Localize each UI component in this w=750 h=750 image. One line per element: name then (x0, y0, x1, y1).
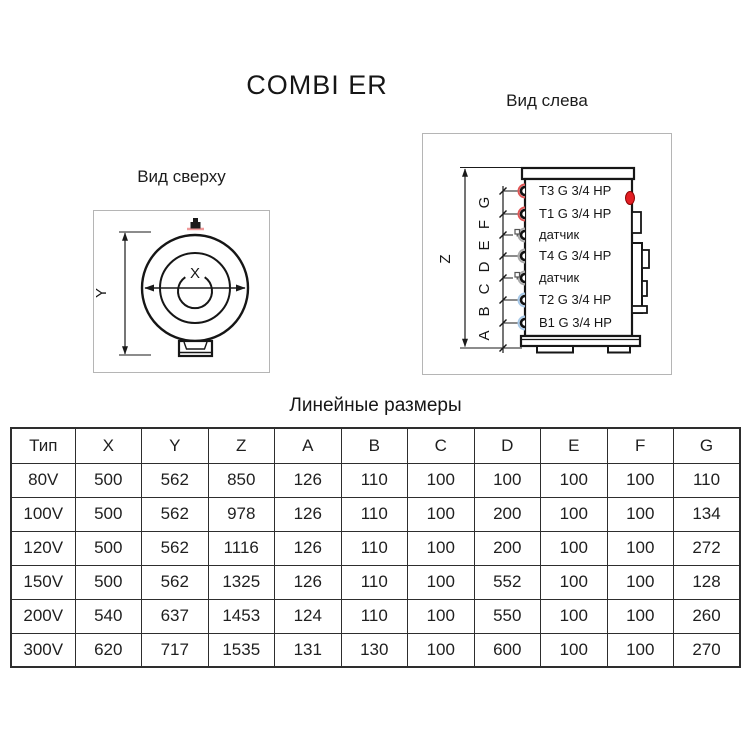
table-cell: 126 (275, 565, 342, 599)
right-bracket-tab-upper (642, 250, 649, 268)
table-cell: 100V (11, 497, 75, 531)
left-view-label: Вид слева (506, 91, 588, 110)
port-label-sensor2: датчик (539, 270, 580, 285)
port-b1 (521, 319, 525, 327)
tank-bottom-cap (521, 336, 640, 346)
table-cell: 637 (142, 599, 209, 633)
port-t4 (521, 252, 525, 260)
right-tab (632, 212, 641, 233)
table-cell: 562 (142, 531, 209, 565)
table-cell: 850 (208, 463, 275, 497)
table-cell: 600 (474, 633, 541, 667)
port-label-t3: T3 G 3/4 HP (539, 183, 612, 198)
table-cell: 150V (11, 565, 75, 599)
port-sensor2 (521, 274, 525, 282)
table-header-cell: Z (208, 428, 275, 463)
table-cell: 1116 (208, 531, 275, 565)
top-view-label: Вид сверху (137, 167, 226, 186)
z-dim-label: Z (437, 254, 454, 264)
table-cell: 100 (541, 633, 608, 667)
abc-dim-letters (476, 197, 493, 341)
table-cell: 562 (142, 565, 209, 599)
table-row (11, 633, 740, 667)
table-cell: 540 (75, 599, 142, 633)
dimensions-table (10, 427, 741, 668)
table-cell: 500 (75, 565, 142, 599)
top-view-drawing (93, 210, 270, 373)
port-t1 (521, 210, 525, 218)
dim-letter-b: B (476, 306, 493, 317)
port-label-b1: B1 G 3/4 HP (539, 315, 612, 330)
table-cell: 128 (674, 565, 741, 599)
table-cell: 100 (408, 565, 475, 599)
table-cell: 126 (275, 531, 342, 565)
table-header-cell: B (341, 428, 408, 463)
sensor1-icon (515, 230, 520, 235)
table-cell: 100 (541, 463, 608, 497)
left-view-drawing (422, 133, 672, 375)
table-cell: 100 (607, 565, 674, 599)
table-cell: 100 (541, 565, 608, 599)
table-cell: 562 (142, 463, 209, 497)
table-cell: 100 (607, 633, 674, 667)
table-header-cell: X (75, 428, 142, 463)
table-cell: 100 (541, 497, 608, 531)
dim-letter-a: A (476, 330, 493, 341)
dim-letter-g: G (476, 196, 493, 209)
table-cell: 100 (474, 463, 541, 497)
table-cell: 100 (408, 633, 475, 667)
table-cell: 126 (275, 497, 342, 531)
table-cell: 100 (607, 463, 674, 497)
table-row (11, 531, 740, 565)
table-cell: 100 (408, 463, 475, 497)
dim-letter-d: D (476, 261, 493, 273)
table-cell: 200 (474, 531, 541, 565)
table-cell: 110 (341, 531, 408, 565)
table-cell: 126 (275, 463, 342, 497)
table-cell: 100 (408, 531, 475, 565)
table-cell: 100 (607, 531, 674, 565)
port-sensor1 (521, 231, 525, 239)
table-header-cell: E (541, 428, 608, 463)
table-cell: 200 (474, 497, 541, 531)
table-cell: 110 (341, 463, 408, 497)
valve-cap (191, 222, 201, 229)
table-row (11, 565, 740, 599)
table-row (11, 599, 740, 633)
table-cell: 550 (474, 599, 541, 633)
port-label-t1: T1 G 3/4 HP (539, 206, 612, 221)
right-bracket-foot (632, 306, 647, 313)
table-cell: 134 (674, 497, 741, 531)
table-cell: 130 (341, 633, 408, 667)
page-title: COMBI ER (246, 70, 388, 100)
table-header-cell: F (607, 428, 674, 463)
table-cell: 562 (142, 497, 209, 531)
valve-knob (193, 218, 198, 223)
table-cell: 300V (11, 633, 75, 667)
port-label-sensor1: датчик (539, 227, 580, 242)
table-header-cell: Тип (11, 428, 75, 463)
table-cell: 80V (11, 463, 75, 497)
tank-foot-right (608, 346, 630, 353)
port-label-t4: T4 G 3/4 HP (539, 248, 612, 263)
right-bracket-tab-lower (642, 281, 647, 296)
table-cell: 978 (208, 497, 275, 531)
table-cell: 500 (75, 463, 142, 497)
tank-foot-left (537, 346, 573, 353)
table-cell: 500 (75, 531, 142, 565)
tank-ports (515, 185, 525, 330)
x-dim-label: X (189, 265, 201, 282)
table-cell: 100 (408, 599, 475, 633)
table-cell: 110 (341, 497, 408, 531)
table-cell: 1535 (208, 633, 275, 667)
dim-letter-e: E (476, 240, 493, 251)
table-row (11, 463, 740, 497)
table-cell: 100 (408, 497, 475, 531)
port-t2 (521, 296, 525, 304)
table-header-cell: G (674, 428, 741, 463)
table-cell: 1325 (208, 565, 275, 599)
table-cell: 717 (142, 633, 209, 667)
table-cell: 110 (674, 463, 741, 497)
table-cell: 100 (607, 599, 674, 633)
port-label-t2: T2 G 3/4 HP (539, 292, 612, 307)
right-port-red (626, 192, 635, 205)
dim-letter-f: F (476, 219, 493, 230)
table-cell: 124 (275, 599, 342, 633)
y-dim-label: Y (93, 287, 110, 299)
table-cell: 131 (275, 633, 342, 667)
dim-letter-c: C (476, 283, 493, 295)
table-cell: 100 (541, 599, 608, 633)
table-row (11, 497, 740, 531)
table-title: Линейные размеры (289, 395, 462, 416)
table-cell: 1453 (208, 599, 275, 633)
table-cell: 552 (474, 565, 541, 599)
table-cell: 500 (75, 497, 142, 531)
table-cell: 100 (607, 497, 674, 531)
table-cell: 110 (341, 565, 408, 599)
table-cell: 110 (341, 599, 408, 633)
table-header-cell: A (275, 428, 342, 463)
table-cell: 260 (674, 599, 741, 633)
table-cell: 270 (674, 633, 741, 667)
right-bracket (632, 243, 642, 313)
sensor2-icon (515, 273, 520, 278)
table-cell: 620 (75, 633, 142, 667)
port-t3 (521, 187, 525, 195)
table-cell: 120V (11, 531, 75, 565)
tank-top-cap (522, 168, 634, 179)
table-cell: 272 (674, 531, 741, 565)
table-header-cell: C (408, 428, 475, 463)
table-cell: 200V (11, 599, 75, 633)
table-header-cell: Y (142, 428, 209, 463)
table-cell: 100 (541, 531, 608, 565)
table-header-cell: D (474, 428, 541, 463)
table-header-row (11, 428, 740, 463)
